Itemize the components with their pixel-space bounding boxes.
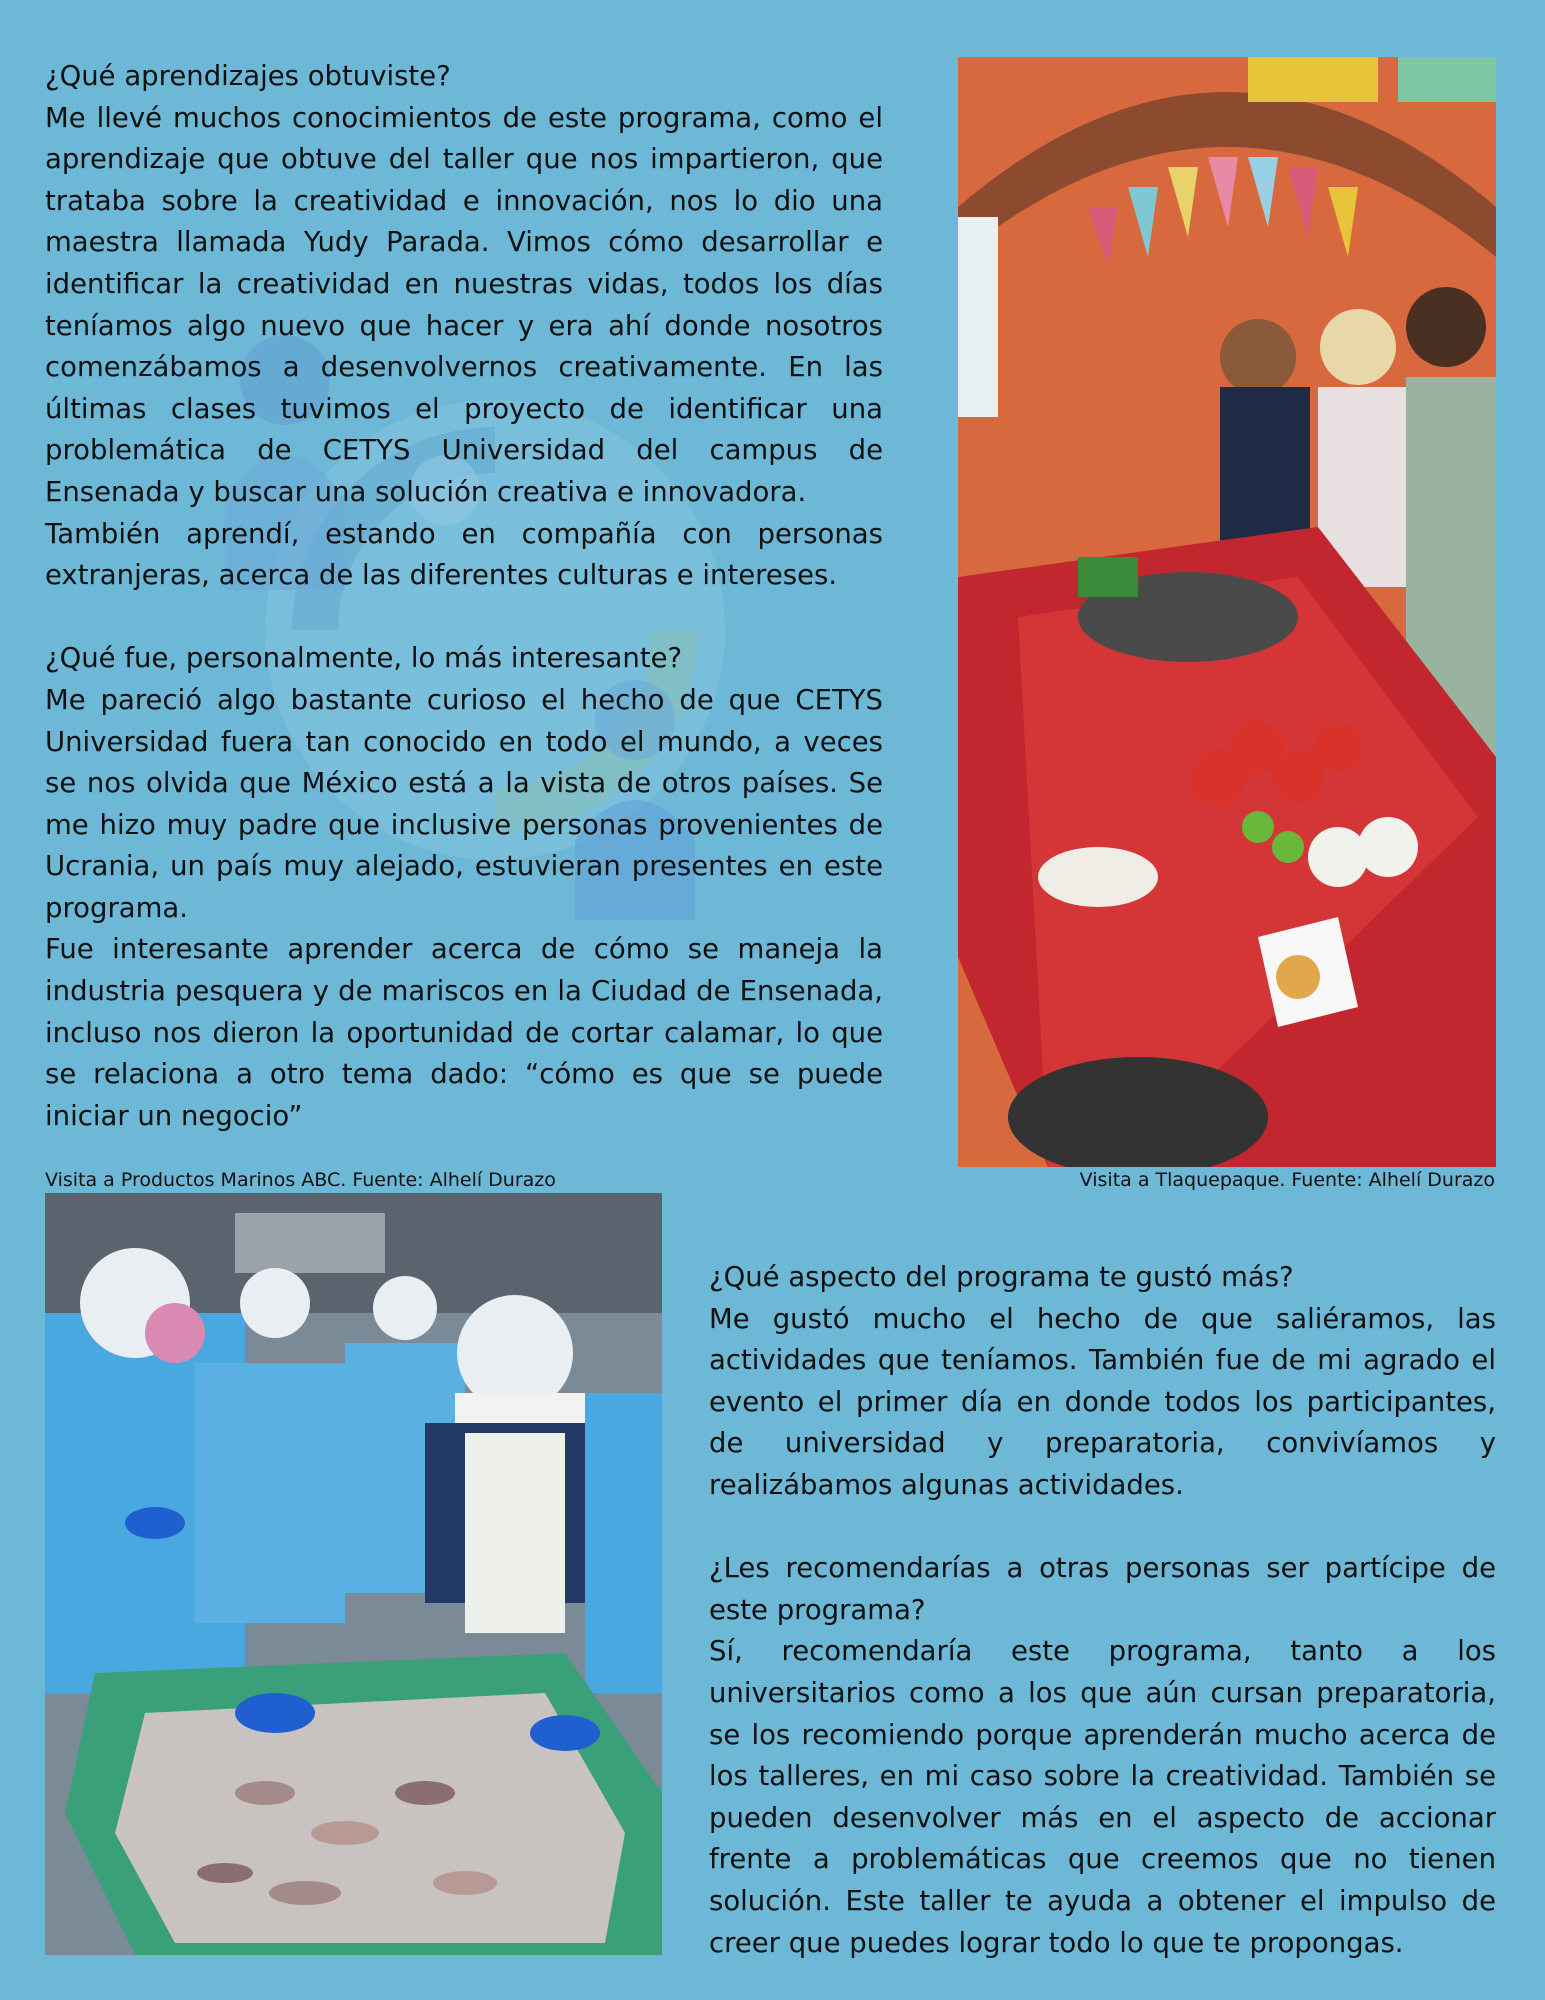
tlaquepaque-photo-image [958,57,1496,1167]
paragraph-spacer [45,597,883,639]
answer-recommend: Sí, recomendaría este programa, tanto a los universitarios como a los que aún cursan preparatoria, se los recomiendo porque aprenderán mucho acerca de los talleres, en mi caso sobre la creatividad. También se pueden desenvolver más en el aspecto de accionar frente a problemáticas que creemos que no tienen solución. Este taller te ayuda a obtener el impulso de creer que puedes lograr todo lo que te propongas. [709,1635,1496,1959]
photo-tlaquepaque [958,57,1496,1167]
left-text-column [45,56,883,1137]
answer-favorite-aspect: Me gustó mucho el hecho de que saliéramos, las actividades que teníamos. También fue de mi agrado el evento el primer día en donde todos los participantes, de universidad y preparatoria, convivíamos y realizábamos algunas actividades. [709,1302,1496,1501]
question-learnings: ¿Qué aprendizajes obtuviste? [45,60,451,92]
question-favorite-aspect: ¿Qué aspecto del programa te gustó más? [709,1261,1294,1293]
paragraph-spacer [709,1507,1496,1549]
answer-most-interesting-paragraph-2: Fue interesante aprender acerca de cómo se maneja la industria pesquera y de mariscos en la Ciudad de Ensenada, incluso nos dieron la oportunidad de cortar calamar, lo que se relaciona a otro tema dado: “cómo es que se puede iniciar un negocio” [45,933,883,1132]
caption-tlaquepaque: Visita a Tlaquepaque. Fuente: Alhelí Durazo [1079,1169,1495,1191]
answer-learnings-paragraph-1: Me llevé muchos conocimientos de este programa, como el aprendizaje que obtuve del taller que nos impartieron, que trataba sobre la creatividad e innovación, nos lo dio una maestra llamada Yudy Parada. Vimos cómo desarrollar e identificar la creatividad en nuestras vidas, todos los días teníamos algo nuevo que hacer y era ahí donde nosotros comenzábamos a desenvolvernos creativamente. En las últimas clases tuvimos el proyecto de identificar una problemática de CETYS Universidad del campus de Ensenada y buscar una solución creativa e innovadora. [45,101,883,508]
right-text-column [709,1257,1496,1964]
answer-most-interesting-paragraph-1: Me pareció algo bastante curioso el hecho de que CETYS Universidad fuera tan conocido en todo el mundo, a veces se nos olvida que México está a la vista de otros países. Se me hizo muy padre que inclusive personas provenientes de Ucrania, un país muy alejado, estuvieran presentes en este programa. [45,683,883,924]
productos-marinos-photo-image [45,1193,662,1955]
caption-productos-marinos: Visita a Productos Marinos ABC. Fuente: Alhelí Durazo [45,1169,556,1191]
answer-learnings-paragraph-2: También aprendí, estando en compañía con personas extranjeras, acerca de las diferentes culturas e intereses. [45,517,883,592]
photo-productos-marinos [45,1193,662,1955]
question-most-interesting: ¿Qué fue, personalmente, lo más interesante? [45,642,683,675]
question-recommend: ¿Les recomendarías a otras personas ser partícipe de este programa? [709,1552,1496,1626]
